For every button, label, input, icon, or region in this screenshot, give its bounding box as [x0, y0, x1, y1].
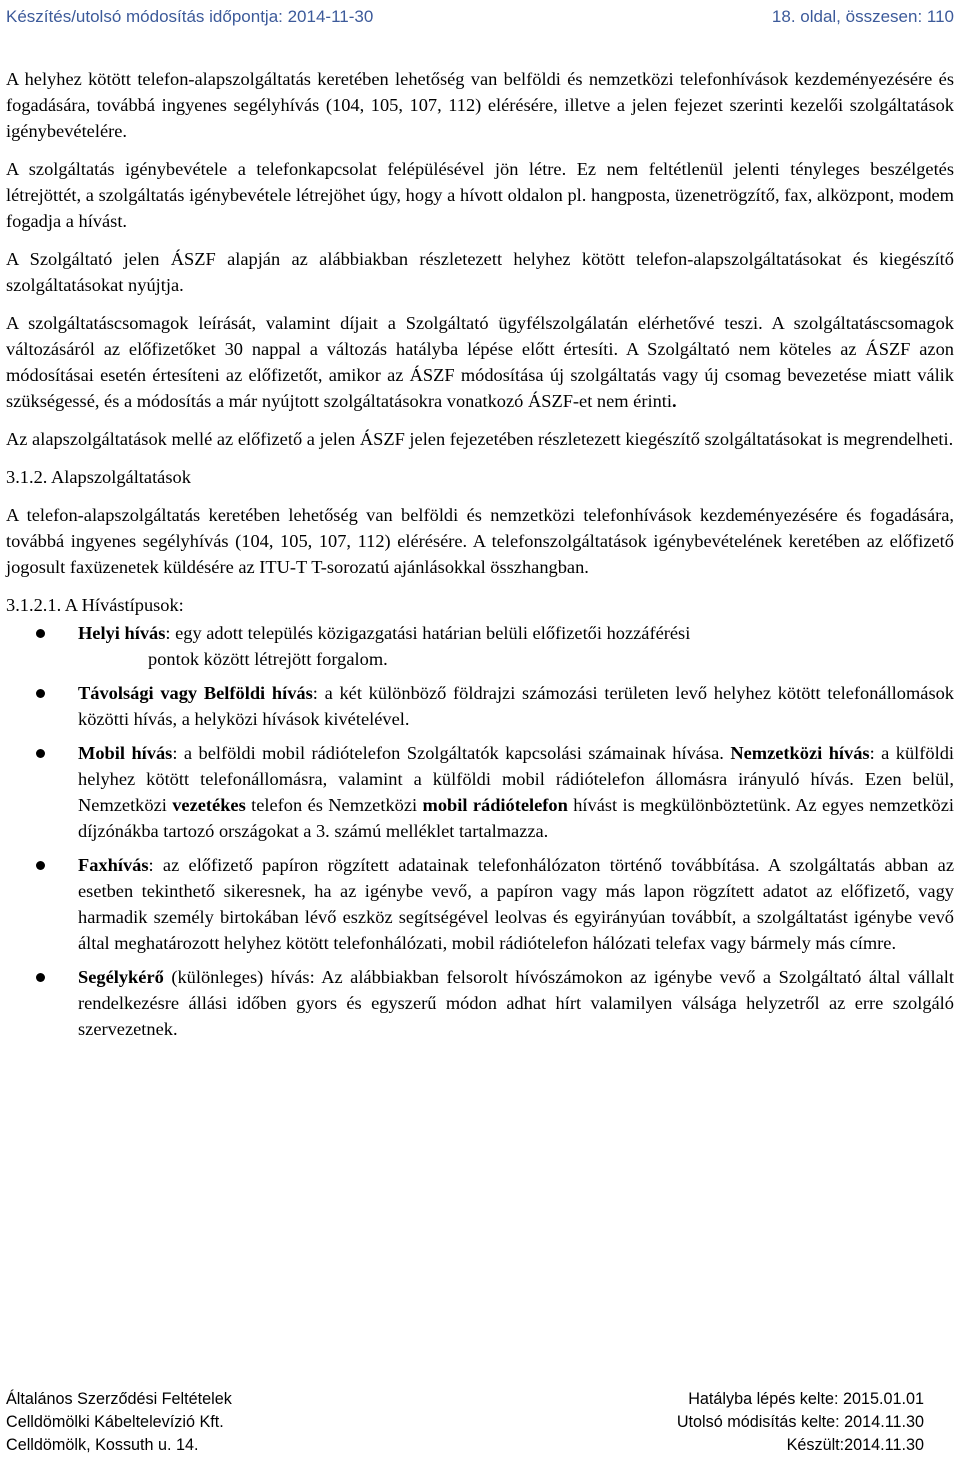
footer-document-title: Általános Szerződési Feltételek: [6, 1390, 232, 1408]
call-types-list: [6, 620, 954, 1042]
subsection-heading: 3.1.2.1. A Hívástípusok:: [6, 595, 184, 615]
footer-effective-date: Hatályba lépés kelte: 2015.01.01: [688, 1390, 924, 1408]
footer-created-date: Készült:2014.11.30: [786, 1436, 924, 1454]
term: Mobil hívás: [78, 743, 173, 763]
paragraph: A szolgáltatás igénybevétele a telefonkapcsolat felépülésével jön létre. Ez nem feltétlenül jelenti tényleges beszélgetés létrejöttét, a szolgáltatás igénybevétele létrejöhet úgy, hogy a hívott oldalon pl. hangposta, üzenetrögzítő, fax, alközpont, modem fogadja a hívást.: [6, 159, 954, 231]
definition: : egy adott település közigazgatási határian belüli előfizetői hozzáférési: [165, 623, 691, 643]
term: Faxhívás: [78, 855, 149, 875]
footer-address: Celldömölk, Kossuth u. 14.: [6, 1436, 199, 1454]
section-heading: 3.1.2. Alapszolgáltatások: [6, 467, 191, 487]
term: vezetékes: [172, 795, 246, 815]
term: Segélykérő: [78, 967, 164, 987]
definition: (különleges) hívás: Az alábbiakban felsorolt hívószámokon az igénybe vevő a Szolgáltató által vállalt rendelkezésre állási időben gyors és egyszerű módon adhat hírt valamilyen válsága helyzetről az erre szolgáló szervezetnek.: [78, 967, 954, 1039]
definition: : a külföldi helyhez kötött telefonállomásra, valamint a külföldi mobil rádiótelefon állomásra irányuló hívás. Ezen belül, Nemzetközi: [78, 743, 954, 815]
list-item: [6, 620, 954, 672]
paragraph: A telefon-alapszolgáltatás keretében lehetőség van belföldi és nemzetközi telefonhívások kezdeményezésére és fogadására, továbbá ingyenes segélyhívás (104, 105, 107, 112) elérésére. A telefonszolgáltatások igénybevételének keretében az előfizető jogosult faxüzenetek küldésére az ITU-T T-sorozatú ajánlásokkal összhangban.: [6, 505, 954, 577]
bullet-icon: [36, 861, 45, 870]
definition: : a belföldi mobil rádiótelefon Szolgáltatók kapcsolási számainak hívása.: [172, 743, 731, 763]
page-footer: [6, 1388, 924, 1457]
header-date: Készítés/utolsó módosítás időpontja: 2014-11-30: [6, 7, 374, 26]
paragraph: Az alapszolgáltatások mellé az előfizető a jelen ÁSZF jelen fejezetében részletezett kiegészítő szolgáltatásokat is megrendelheti.: [6, 429, 954, 449]
paragraph: A Szolgáltató jelen ÁSZF alapján az alábbiakban részletezett helyhez kötött telefon-alapszolgáltatásokat és kiegészítő szolgáltatásokat nyújtja.: [6, 249, 954, 295]
footer-left: [6, 1388, 232, 1457]
bullet-icon: [36, 689, 45, 698]
paragraph-period: .: [672, 391, 677, 411]
list-item: [6, 680, 954, 732]
paragraph-text: A szolgáltatáscsomagok leírását, valamint díjait a Szolgáltató ügyfélszolgálatán elérhetővé teszi. A szolgáltatáscsomagok változásáról az előfizetőket 30 nappal a változás hatályba lépése előtt értesíti. A Szolgáltató nem köteles az ÁSZF azon módosításai esetén értesíteni az előfizetőt, amikor az ÁSZF módosítása új szolgáltatás vagy új csomag bevezetése miatt válik szükségessé, és a módosítás a már nyújtott szolgáltatásokra vonatkozó ÁSZF-et nem érinti: [6, 313, 954, 411]
paragraph: A helyhez kötött telefon-alapszolgáltatás keretében lehetőség van belföldi és nemzetközi telefonhívások kezdeményezésére és fogadására, továbbá ingyenes segélyhívás (104, 105, 107, 112) elérésére, illetve a jelen fejezet szerinti kezelői szolgáltatások igénybevételére.: [6, 69, 954, 141]
list-item: [6, 740, 954, 844]
page-header: [6, 0, 954, 34]
definition: : a két különböző földrajzi számozási területen levő helyhez kötött telefonállomások közötti hívás, a helyközi hívások kivételével.: [78, 683, 954, 729]
paragraph: [6, 310, 954, 414]
bullet-icon: [36, 973, 45, 982]
footer-modified-date: Utolsó módisítás kelte: 2014.11.30: [676, 1413, 924, 1431]
footer-right: [677, 1388, 924, 1457]
term: Távolsági vagy Belföldi hívás: [78, 683, 313, 703]
footer-company: Celldömölki Kábeltelevízió Kft.: [6, 1413, 224, 1431]
list-item: [6, 852, 954, 956]
term: Helyi hívás: [78, 623, 166, 643]
list-item: [6, 964, 954, 1042]
document-body: [6, 66, 954, 1050]
term: Nemzetközi hívás: [730, 743, 870, 763]
definition-continuation: pontok között létrejött forgalom.: [148, 649, 388, 669]
bullet-icon: [36, 629, 45, 638]
definition: : az előfizető papíron rögzített adatainak telefonhálózaton történő továbbítása. A szolgáltatás abban az esetben tekinthető sikeresnek, ha az igénybe vevő, a papíron vagy más lapon rögzített adatot az előfizető, vagy harmadik személy birtokában lévő eszköz segítségével leolvas és egyirányúan továbbít, a szolgáltatást igénybe vevő által meghatározott helyhez kötött telefonhálózati, mobil rádiótelefon hálózati telefax vagy bármely más címre.: [78, 855, 954, 953]
bullet-icon: [36, 749, 45, 758]
term: mobil rádiótelefon: [422, 795, 568, 815]
header-page-number: 18. oldal, összesen: 110: [771, 7, 954, 26]
definition: hívást is megkülönböztetünk. Az egyes nemzetközi díjzónákba tartozó országokat a 3. számú melléklet tartalmazza.: [78, 795, 955, 841]
definition: telefon és Nemzetközi: [245, 795, 423, 815]
